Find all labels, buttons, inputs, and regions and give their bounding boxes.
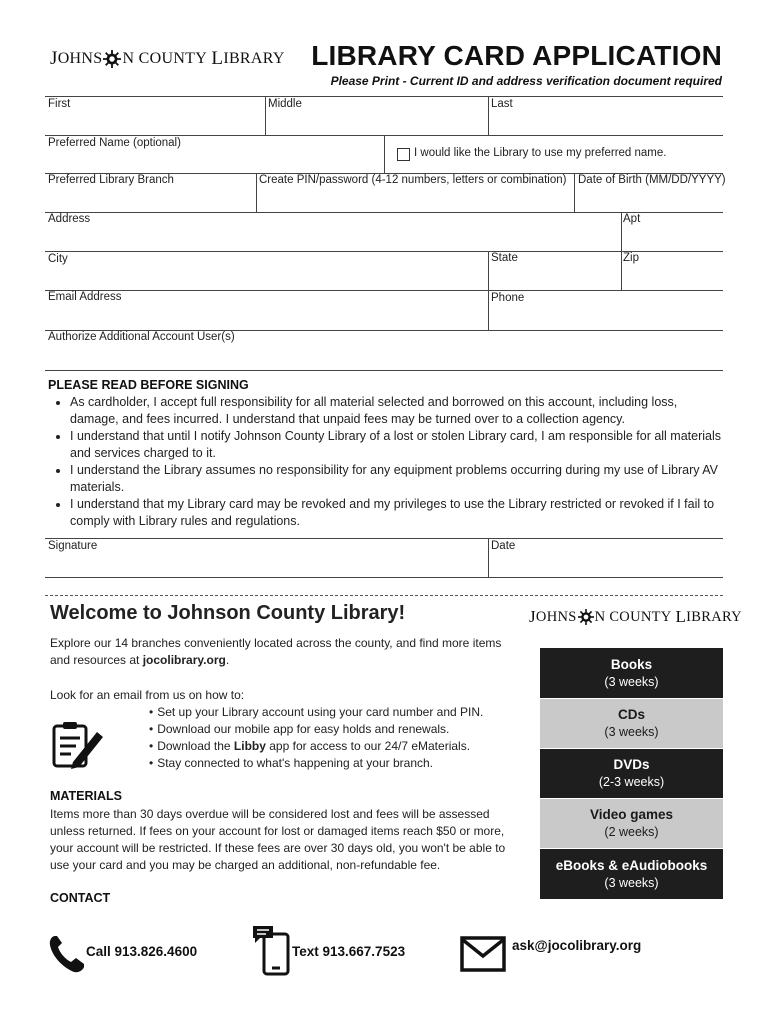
loan-duration: (3 weeks) [604, 674, 659, 689]
page-title: LIBRARY CARD APPLICATION [311, 40, 722, 71]
first-name-field[interactable]: First [48, 98, 71, 110]
date-field[interactable]: Date [491, 540, 516, 552]
form-divider [384, 135, 385, 173]
step-item: • Set up your Library account using your card number and PIN. [149, 704, 520, 721]
logo-letter: J [50, 48, 58, 69]
page-subtitle: Please Print - Current ID and address verification document required [330, 74, 722, 88]
library-logo [50, 48, 285, 70]
loan-title: Books [610, 656, 653, 672]
logo-letters: IBRARY [223, 50, 285, 67]
logo-county: COUNTY [609, 608, 672, 625]
signature-field[interactable]: Signature [48, 540, 98, 552]
logo-letter: J [529, 607, 536, 626]
authorize-users-field[interactable]: Authorize Additional Account User(s) [48, 331, 235, 343]
state-field[interactable]: State [491, 252, 518, 264]
loan-title: CDs [617, 707, 645, 722]
logo-county: COUNTY [138, 50, 208, 67]
terms-heading: PLEASE READ BEFORE SIGNING [48, 378, 249, 392]
form-divider [488, 538, 489, 577]
city-field[interactable]: City [48, 253, 68, 265]
email-steps [140, 704, 520, 772]
welcome-title: Welcome to Johnson County Library! [50, 602, 406, 624]
steps-list [140, 704, 520, 772]
intro-text: Explore our 14 branches conveniently located across the county, and find more items and resources at [50, 636, 502, 667]
address-field[interactable]: Address [48, 213, 91, 225]
loan-title: eBooks & eAudiobooks [555, 857, 708, 873]
cut-line [45, 595, 723, 596]
phone-field[interactable]: Phone [491, 292, 525, 304]
branch-field[interactable]: Preferred Library Branch [48, 174, 174, 186]
sun-icon [578, 609, 594, 625]
logo-letters: OHNS [57, 50, 103, 67]
logo-letters: IBRARY [686, 608, 742, 625]
logo-letter: L [211, 48, 224, 69]
form-divider [621, 212, 622, 290]
email-link[interactable]: ask@jocolibrary.org [512, 938, 642, 953]
form-divider [488, 251, 489, 330]
loan-ebooks [540, 849, 723, 899]
step-text: app for access to our 24/7 eMaterials. [265, 739, 471, 753]
pin-field[interactable]: Create PIN/password (4-12 numbers, letters or combination) [259, 174, 567, 186]
apt-field[interactable]: Apt [623, 213, 641, 225]
logo-letters: N [122, 50, 135, 67]
form-divider [265, 96, 266, 135]
middle-name-field[interactable]: Middle [268, 98, 302, 110]
terms-item: • I understand that until I notify Johnson County Library of a lost or stolen Library card, I am responsible for all materials and services charged to it. [70, 428, 724, 462]
terms-list [48, 394, 724, 530]
loan-video-games [540, 799, 723, 848]
step-item: • Stay connected to what's happening at your branch. [149, 755, 520, 772]
loan-dvds [540, 749, 723, 798]
website-link[interactable]: jocolibrary.org [142, 653, 226, 667]
materials-heading: MATERIALS [50, 789, 122, 803]
form-pencil-icon [51, 720, 105, 770]
form-line [45, 577, 723, 578]
logo-letter: L [675, 607, 687, 626]
terms-item: • As cardholder, I accept full responsibility for all material selected and borrowed on this account, including loss, damage, and fees incurred. I understand that unpaid fees may be turned over to a collection agency. [70, 394, 724, 428]
materials-text: Items more than 30 days overdue will be considered lost and fees will be assessed unless returned. If fees on your account for lost or damaged items reach $50 or more, your account will be restricted. If these fees are over 30 days old, you won't be able to use your card and you may be charged an additional, non-refundable fee. [50, 807, 506, 872]
terms-section [48, 378, 724, 530]
loan-duration: (3 weeks) [604, 725, 659, 739]
intro-end: . [225, 653, 230, 667]
email-field[interactable]: Email Address [48, 291, 122, 303]
form-line [45, 538, 723, 539]
loan-duration: (3 weeks) [604, 875, 659, 890]
phone-icon [48, 934, 86, 974]
library-logo-small [529, 607, 742, 627]
step-text: Download the [157, 739, 234, 753]
form-divider [488, 96, 489, 135]
loan-title: DVDs [613, 757, 650, 772]
logo-letters: N [594, 608, 606, 625]
mobile-text-icon [251, 924, 291, 976]
email-intro: Look for an email from us on how to: [50, 688, 245, 702]
dob-field[interactable]: Date of Birth (MM/DD/YYYY) [578, 174, 726, 186]
libby-name: Libby [233, 739, 266, 753]
text-link[interactable]: Text 913.667.7523 [292, 944, 406, 959]
loan-duration: (2 weeks) [604, 825, 659, 839]
step-item: • Download our mobile app for easy holds and renewals. [149, 721, 520, 738]
loan-duration: (2-3 weeks) [598, 775, 665, 789]
loan-title: Video games [589, 807, 674, 822]
logo-letters: OHNS [535, 608, 577, 625]
step-item [149, 738, 520, 755]
preferred-name-checkbox-label: I would like the Library to use my preferred name. [414, 147, 667, 159]
terms-item: • I understand the Library assumes no responsibility for any equipment problems occurring during my use of Library AV materials. [70, 462, 724, 496]
form-divider [256, 173, 257, 212]
preferred-name-checkbox[interactable] [397, 148, 410, 161]
loan-books [540, 648, 723, 698]
form-line [45, 370, 723, 371]
preferred-name-field[interactable]: Preferred Name (optional) [48, 137, 181, 149]
loan-cds [540, 699, 723, 748]
sun-icon [103, 50, 121, 68]
call-link[interactable]: Call 913.826.4600 [86, 944, 198, 959]
form-line [45, 290, 723, 291]
contact-heading: CONTACT [50, 891, 111, 905]
terms-item: • I understand that my Library card may be revoked and my privileges to use the Library restricted or revoked if I fail to comply with Library rules and regulations. [70, 496, 724, 530]
last-name-field[interactable]: Last [491, 98, 513, 110]
envelope-icon [460, 936, 506, 972]
form-divider [574, 173, 575, 212]
welcome-intro [50, 635, 520, 669]
form-line [45, 96, 723, 97]
zip-field[interactable]: Zip [623, 252, 639, 264]
